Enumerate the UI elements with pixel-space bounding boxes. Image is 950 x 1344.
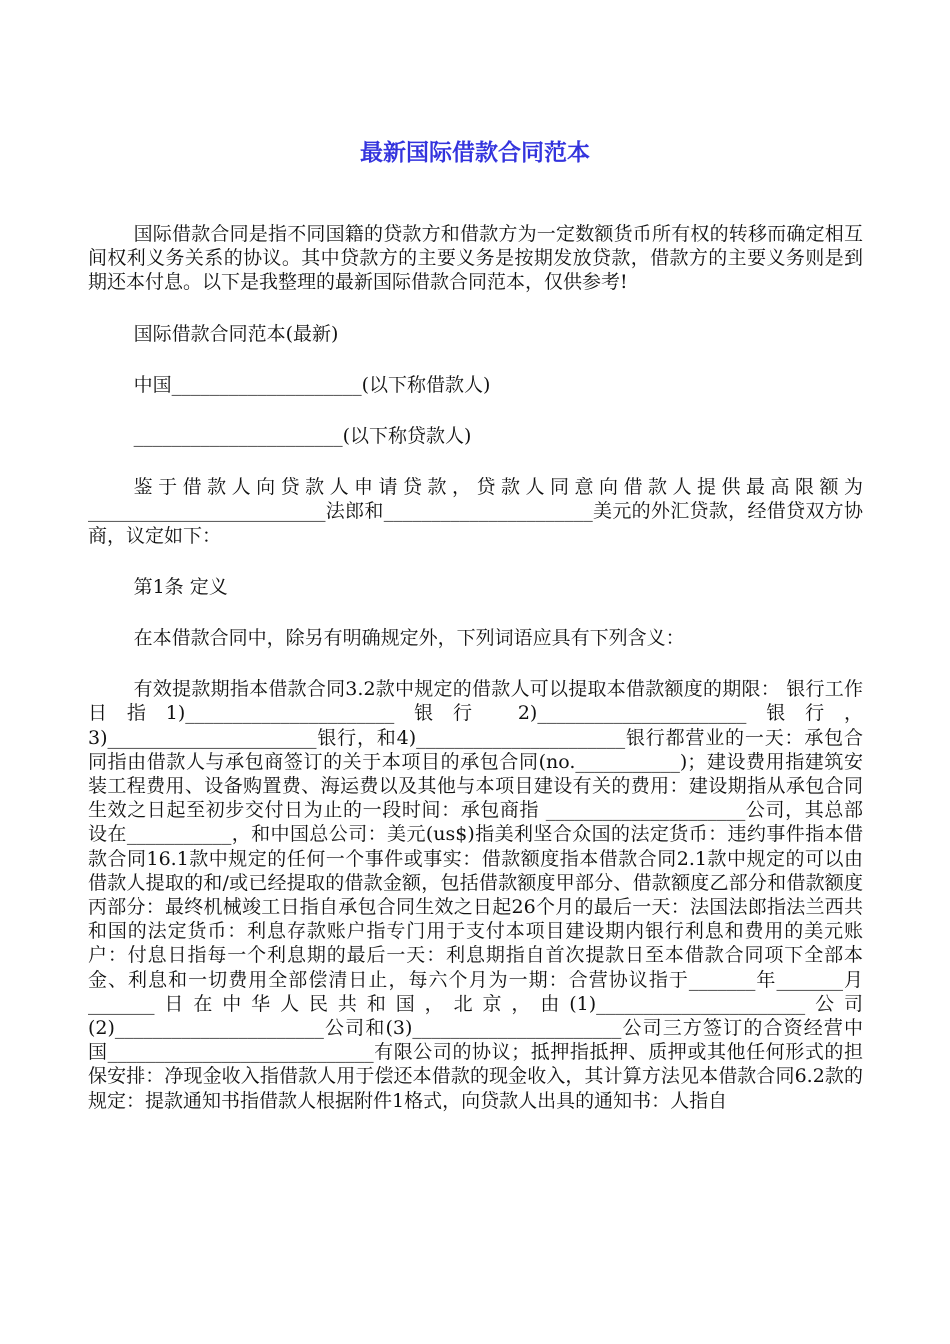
document-title: 最新国际借款合同范本 <box>360 140 590 166</box>
borrower-line: 中国____________________(以下称借款人) <box>133 373 491 396</box>
preamble-paragraph: 鉴于借款人向贷款人申请贷款，贷款人同意向借款人提供最高限额为_________________________法郎和______________________美元的外汇贷款，经借贷双方协商，议定如下： <box>88 476 863 547</box>
article-1-heading: 第1条 定义 <box>133 575 228 598</box>
lender-line: ______________________(以下称贷款人) <box>133 425 472 448</box>
definitions-paragraph: 有效提款期指本借款合同3.2款中规定的借款人可以提取本借款额度的期限： 银行工作日指1)______________________银行 2)______________________银行，3)______________________银行，和4)______________________银行都营业的一天：承包合同指由借款人与承包商签订的关于本项目的承包合同(no.___________)；建设费用指建筑安装工程费用、设备购置费、海运费以及其他与本项目建设有关的费用：建设期指从承包合同生效之日起至初步交付日为止的一段时间：承包商指 _____________________公司，其总部设在___________，和中国总公司：美元(us$)指美利坚合众国的法定货币：违约事件指本借款合同16.1款中规定的任何一个事件或事实：借款额度指本借款合同2.1款中规定的可以由借款人提取的和/或已经提取的借款金额，包括借款额度甲部分、借款额度乙部分和借款额度丙部分：最终机械竣工日指自承包合同生效之日起26个月的最后一天：法国法郎指法兰西共和国的法定货币：利息存款账户指专门用于支付本项目建设期内银行利息和费用的美元账户：付息日指每一个利息期的最后一天：利息期指自首次提款日至本借款合同项下全部本金、利息和一切费用全部偿清日止，每六个月为一期：合营协议指于_______年_______月_______日在中华人民共和国，北京，由(1)______________________公司(2)______________________公司和(3)______________________公司三方签订的合资经营中国____________________________有限公司的协议；抵押指抵押、质押或其他任何形式的担保安排：净现金收入指借款人用于偿还本借款的现金收入，其计算方法见本借款合同6.2款的规定：提款通知书指借款人根据附件1格式，向贷款人出具的通知书：人指自 <box>88 678 863 1112</box>
contract-heading: 国际借款合同范本(最新) <box>133 322 339 345</box>
intro-paragraph: 国际借款合同是指不同国籍的贷款方和借款方为一定数额货币所有权的转移而确定相互间权利义务关系的协议。其中贷款方的主要义务是按期发放贷款，借款方的主要义务则是到期还本付息。以下是我整理的最新国际借款合同范本，仅供参考! <box>88 223 863 294</box>
definitions-intro: 在本借款合同中，除另有明确规定外，下列词语应具有下列含义： <box>133 627 685 650</box>
document-body <box>88 222 863 1113</box>
